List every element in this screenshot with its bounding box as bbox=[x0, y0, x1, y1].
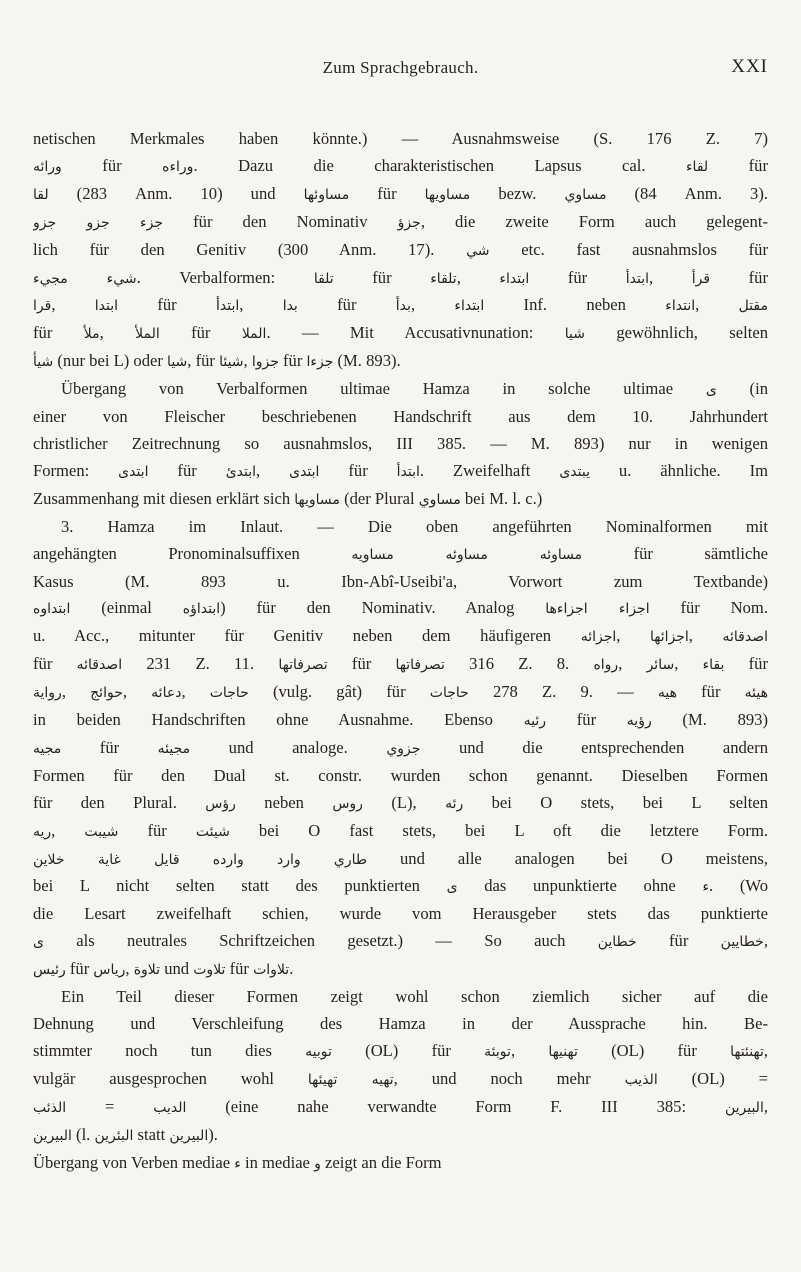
text-line: die Lesart zweifelhaft schien, wurde vom Herausgeber stets das punktierte bbox=[33, 904, 768, 924]
arabic-word: طاري وارد وارده قايل غاية خلاين bbox=[33, 851, 368, 868]
text-line: in beiden Handschriften ohne Ausnahme. Ebenso رئيه für رؤيه (M. 893) bbox=[33, 710, 768, 730]
arabic-word: حوائج bbox=[90, 685, 123, 702]
arabic-word: ء bbox=[702, 879, 710, 896]
paragraph-first-line: 3. Hamza im Inlaut. — Die oben angeführten Nominalformen mit bbox=[61, 516, 768, 536]
text-line: Zusammenhang mit diesen erklärt sich مساويها (der Plural مساوي bei M. l. c.) bbox=[33, 488, 543, 508]
arabic-word: رئيس bbox=[33, 962, 66, 979]
arabic-word: شيئت bbox=[195, 823, 230, 840]
arabic-word: هيئه bbox=[744, 685, 768, 702]
arabic-word: وراءه bbox=[162, 158, 194, 175]
paragraph-first-line: Ein Teil dieser Formen zeigt wohl schon ziemlich sicher auf die bbox=[61, 987, 768, 1007]
arabic-word: جزوي bbox=[386, 740, 421, 757]
arabic-word: ابتدأ bbox=[625, 270, 650, 287]
text-line: طاري وارد وارده قايل غاية خلاين und alle analogen bei O meistens, bbox=[33, 848, 768, 868]
text-line: الذئب = الديب (eine nahe verwandte Form F. III 385: البيرين, bbox=[33, 1096, 768, 1116]
text-line: Dehnung und Verschleifung des Hamza in der Aussprache hin. Be- bbox=[33, 1014, 768, 1033]
arabic-word: سائر bbox=[646, 657, 675, 674]
arabic-word: رواية bbox=[33, 685, 62, 702]
arabic-word: مساوي bbox=[564, 186, 607, 203]
text-line: Übergang von Verben mediae ء in mediae و zeigt an die Form bbox=[33, 1152, 442, 1172]
arabic-word: مساوئه مساوئه مساويه bbox=[351, 546, 583, 563]
text-line: جزء جزو جزو für den Nominativ جزؤ, die zweite Form auch gelegent- bbox=[33, 211, 768, 231]
arabic-word: رياس bbox=[93, 962, 126, 979]
arabic-word: بقاء bbox=[702, 657, 725, 674]
text-line: قرا, ابتدا für ابتدأ, بدا für بدأ, ابتداء Inf. neben انتداء, مقتل bbox=[33, 295, 768, 315]
arabic-word: ابتدأ bbox=[215, 298, 240, 315]
arabic-word: قرا bbox=[33, 298, 52, 315]
arabic-word: تصرفاتها bbox=[278, 657, 328, 674]
arabic-word: رئه bbox=[445, 795, 464, 812]
text-line: für ملأ, الملأ für الملا. — Mit Accusativnunation: شيا gewöhnlich, selten bbox=[33, 323, 768, 343]
arabic-word: حاجات bbox=[429, 685, 469, 702]
text-line: ريه, شيبت für شيئت bei O fast stets, bei L oft die letztere Form. bbox=[33, 820, 768, 840]
arabic-word: ابتدأ bbox=[396, 463, 420, 480]
arabic-word: تلاوات bbox=[253, 962, 290, 979]
arabic-word: ورائه bbox=[33, 158, 62, 175]
arabic-word: ابتدا bbox=[94, 298, 119, 315]
arabic-word: جزؤ bbox=[397, 214, 421, 231]
arabic-word: اجزاء اجزاءها bbox=[545, 601, 650, 618]
arabic-word: تهيه تهيئها bbox=[307, 1071, 394, 1088]
arabic-word: توبيه bbox=[305, 1043, 332, 1060]
arabic-word: يبتدى bbox=[559, 463, 590, 480]
arabic-word: خطايين bbox=[720, 934, 764, 951]
arabic-word: الديب bbox=[153, 1099, 187, 1116]
page-header bbox=[33, 58, 768, 88]
arabic-word: رؤس bbox=[205, 795, 236, 812]
arabic-word: تهنيها bbox=[548, 1043, 578, 1060]
arabic-word: دعائه bbox=[151, 685, 182, 702]
text-line: lich für den Genitiv (300 Anm. 17). شي etc. fast ausnahmslos für bbox=[33, 239, 768, 259]
arabic-word: شيبت bbox=[84, 823, 119, 840]
text-line: لقا (283 Anm. 10) und مساوئها für مساويها bezw. مساوي (84 Anm. 3). bbox=[33, 183, 768, 203]
text-line: رواية, حوائج, دعائه, حاجات (vulg. gât) für حاجات 278 Z. 9. — هيه für هيئه bbox=[33, 682, 768, 702]
arabic-word: ابتداء bbox=[454, 298, 485, 315]
arabic-word: البئرين bbox=[94, 1127, 134, 1144]
arabic-word: جزوا bbox=[251, 354, 279, 371]
text-line: ورائه für وراءه. Dazu die charakteristischen Lapsus cal. لقاء für bbox=[33, 155, 768, 175]
arabic-word: تلاوة bbox=[133, 962, 161, 979]
arabic-word: شيء مجيء bbox=[33, 270, 137, 287]
arabic-word: ابتدئ bbox=[225, 463, 257, 480]
arabic-word: مساويها bbox=[424, 186, 471, 203]
arabic-word: ى bbox=[33, 934, 44, 951]
text-line: christlicher Zeitrechnung so ausnahmslos, III 385. — M. 893) nur in wenigen bbox=[33, 433, 768, 453]
paragraph-first-line: Übergang von Verbalformen ultimae Hamza in solche ultimae ى (in bbox=[61, 379, 768, 399]
arabic-word: توبئة bbox=[484, 1043, 511, 1060]
text-line: رئيس für رياس, تلاوة und تلاوت für تلاوات. bbox=[33, 959, 294, 979]
arabic-word: شيا bbox=[167, 354, 188, 371]
arabic-word: ملأ bbox=[83, 326, 100, 343]
text-line: stimmter noch tun dies توبيه (OL) für توبئة, تهنيها (OL) für تهنئتها, bbox=[33, 1040, 768, 1060]
arabic-word: اجزائه bbox=[580, 629, 617, 646]
arabic-word: ابتدى bbox=[118, 463, 149, 480]
arabic-word: ابتدى bbox=[289, 463, 320, 480]
text-line: Formen: ابتدى für ابتدئ, ابتدى für ابتدأ. Zweifelhaft يبتدى u. ähnliche. Im bbox=[33, 460, 768, 480]
arabic-word: مقتل bbox=[738, 298, 768, 315]
page-number: XXI bbox=[731, 56, 768, 77]
arabic-word: مساوئها bbox=[303, 186, 350, 203]
arabic-word: ريه bbox=[33, 823, 52, 840]
arabic-word: رؤيه bbox=[626, 713, 652, 730]
arabic-word: تلقاء bbox=[430, 270, 457, 287]
text-line: شيأ (nur bei L) oder شيا, für شيئا, جزوا für جزءا (M. 893). bbox=[33, 351, 401, 371]
arabic-word: قرأ bbox=[691, 270, 711, 287]
arabic-word: جزء جزو جزو bbox=[33, 214, 164, 231]
arabic-word: انتداء bbox=[665, 298, 696, 315]
arabic-word: ء bbox=[234, 1155, 241, 1172]
text-line: البيرين (l. البئرين statt البيرين). bbox=[33, 1124, 218, 1144]
arabic-word: اصدقائه bbox=[76, 657, 123, 674]
arabic-word: تهنئتها bbox=[730, 1043, 764, 1060]
arabic-word: الذئب bbox=[33, 1099, 67, 1116]
arabic-word: حاجات bbox=[209, 685, 249, 702]
arabic-word: اجزائها bbox=[649, 629, 689, 646]
arabic-word: شيئا bbox=[219, 354, 244, 371]
arabic-word: الذيب bbox=[624, 1071, 658, 1088]
text-line: ابتداوه (einmal ابتداؤه) für den Nominativ. Analog اجزاء اجزاءها für Nom. bbox=[33, 598, 768, 618]
body-text bbox=[33, 126, 768, 1177]
text-line: für اصدقائه 231 Z. 11. تصرفاتها für تصرفاتها 316 Z. 8. رواه, سائر, بقاء für bbox=[33, 654, 768, 674]
text-line: Kasus (M. 893 u. Ibn-Abî-Useibi'a, Vorwort zum Textbande) bbox=[33, 571, 768, 591]
arabic-word: مجيه bbox=[33, 740, 62, 757]
arabic-word: الملا bbox=[241, 326, 267, 343]
text-line: vulgär ausgesprochen wohl تهيه تهيئها, und noch mehr الذيب (OL) = bbox=[33, 1068, 768, 1088]
arabic-word: ابتداء bbox=[499, 270, 530, 287]
text-line: مجيه für مجيئه und analoge. جزوي und die entsprechenden andern bbox=[33, 737, 768, 757]
text-line: u. Acc., mitunter für Genitiv neben dem häufigeren اجزائه, اجزائها, اصدقائه bbox=[33, 626, 768, 646]
arabic-word: بدأ bbox=[395, 298, 411, 315]
text-line: bei L nicht selten statt des punktierten ى das unpunktierte ohne ء. (Wo bbox=[33, 876, 768, 896]
text-line: für den Plural. رؤس neben روس (L), رئه bei O stets, bei L selten bbox=[33, 792, 768, 812]
text-line: Formen für den Dual st. constr. wurden schon genannt. Dieselben Formen bbox=[33, 765, 768, 785]
arabic-word: ى bbox=[705, 382, 717, 399]
arabic-word: لقاء bbox=[685, 158, 709, 175]
arabic-word: ابتداوه bbox=[33, 601, 71, 618]
arabic-word: ابتداؤه bbox=[182, 601, 221, 618]
arabic-word: مساوي bbox=[418, 491, 461, 508]
arabic-word: رواه bbox=[593, 657, 619, 674]
arabic-word: و bbox=[314, 1155, 321, 1172]
arabic-word: تلاوت bbox=[193, 962, 226, 979]
arabic-word: لقا bbox=[33, 186, 49, 203]
arabic-word: تلقا bbox=[313, 270, 334, 287]
arabic-word: روس bbox=[332, 795, 363, 812]
running-title: Zum Sprachgebrauch. bbox=[322, 58, 479, 77]
arabic-word: هيه bbox=[657, 685, 677, 702]
arabic-word: مساويها bbox=[294, 491, 340, 508]
arabic-word: رئيه bbox=[523, 713, 547, 730]
arabic-word: اصدقائه bbox=[722, 629, 768, 646]
text-line: einer von Fleischer beschriebenen Handschrift aus dem 10. Jahrhundert bbox=[33, 407, 768, 427]
arabic-word: شيا bbox=[564, 326, 585, 343]
arabic-word: خطاين bbox=[597, 934, 637, 951]
arabic-word: شي bbox=[466, 242, 490, 259]
arabic-word: الملأ bbox=[135, 326, 160, 343]
arabic-word: البيرين bbox=[169, 1127, 209, 1144]
text-line: netischen Merkmales haben könnte.) — Ausnahmsweise (S. 176 Z. 7) bbox=[33, 129, 768, 148]
arabic-word: بدا bbox=[282, 298, 298, 315]
arabic-word: ى bbox=[446, 879, 458, 896]
arabic-word: تصرفاتها bbox=[395, 657, 445, 674]
arabic-word: جزءا bbox=[306, 354, 334, 371]
text-line: شيء مجيء. Verbalformen: تلقا für تلقاء, ابتداء für ابتدأ, قرأ für bbox=[33, 267, 768, 287]
text-line: ى als neutrales Schriftzeichen gesetzt.) — So auch خطاين für خطايين, bbox=[33, 931, 768, 951]
arabic-word: شيأ bbox=[33, 354, 54, 371]
arabic-word: البيرين bbox=[33, 1127, 72, 1144]
arabic-word: مجيئه bbox=[157, 740, 191, 757]
arabic-word: البيرين bbox=[724, 1099, 764, 1116]
text-line: angehängten Pronominalsuffixen مساوئه مساوئه مساويه für sämtliche bbox=[33, 543, 768, 563]
